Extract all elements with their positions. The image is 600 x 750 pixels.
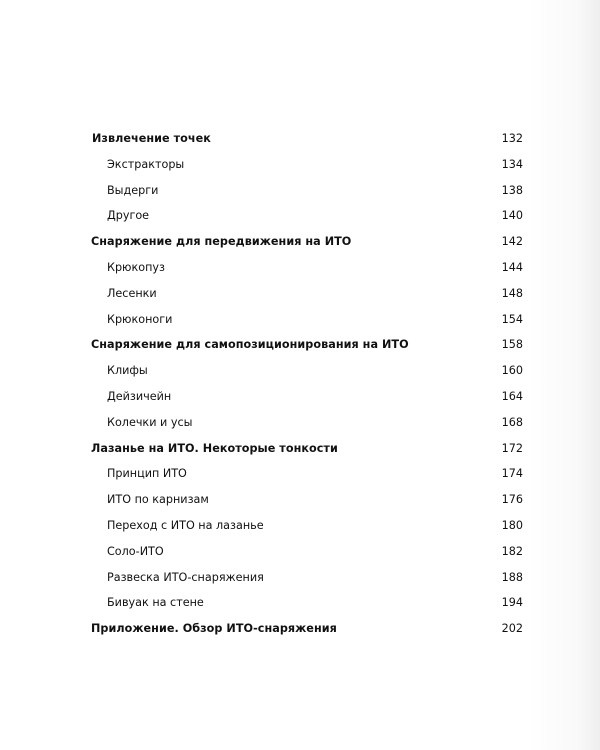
toc-entry-section: [0, 358, 600, 384]
toc-entry-page-number: 138: [501, 183, 523, 197]
toc-entry-chapter: [0, 616, 600, 642]
toc-entry-page-number: 168: [501, 415, 523, 429]
table-of-contents: [0, 126, 600, 642]
toc-entry-section: [0, 178, 600, 204]
toc-entry-title: Дейзичейн: [107, 389, 172, 403]
toc-entry-section: [0, 281, 600, 307]
toc-entry-title: Клифы: [107, 364, 148, 378]
toc-entry-title: Лесенки: [107, 286, 157, 300]
toc-entry-section: [0, 565, 600, 591]
toc-entry-title: Крюконоги: [107, 312, 173, 326]
toc-entry-title: ИТО по карнизам: [107, 493, 209, 507]
toc-entry-title: Приложение. Обзор ИТО-снаряжения: [91, 622, 337, 636]
toc-entry-chapter: [0, 229, 600, 255]
toc-entry-title: Крюкопуз: [107, 260, 165, 274]
toc-entry-page-number: 160: [501, 364, 523, 378]
toc-entry-section: [0, 203, 600, 229]
toc-entry-title: Другое: [107, 209, 150, 223]
toc-entry-page-number: 132: [501, 132, 523, 145]
toc-entry-page-number: 140: [501, 209, 523, 223]
toc-entry-section: [0, 384, 600, 410]
toc-entry-section: [0, 410, 600, 436]
toc-entry-page-number: 134: [501, 157, 523, 171]
toc-entry-page-number: 174: [501, 467, 523, 481]
toc-entry-title: Принцип ИТО: [107, 467, 187, 481]
toc-entry-section: [0, 461, 600, 487]
toc-entry-page-number: 188: [501, 570, 523, 584]
toc-entry-page-number: 172: [501, 441, 523, 455]
toc-entry-page-number: 202: [501, 622, 523, 636]
toc-entry-page-number: 176: [501, 493, 523, 507]
toc-entry-page-number: 144: [501, 260, 523, 274]
toc-entry-section: [0, 307, 600, 333]
toc-entry-title: Развеска ИТО-снаряжения: [107, 570, 264, 584]
toc-entry-page-number: 182: [501, 544, 523, 558]
toc-entry-page-number: 154: [501, 312, 523, 326]
toc-entry-section: [0, 539, 600, 565]
toc-entry-page-number: 180: [501, 518, 523, 532]
toc-entry-title: Снаряжение для самопозиционирования на ИТО: [91, 338, 409, 352]
toc-entry-chapter: [0, 436, 600, 462]
toc-entry-section: [0, 590, 600, 616]
toc-entry-title: Колечки и усы: [107, 415, 193, 429]
toc-entry-section: [0, 487, 600, 513]
toc-entry-title: Извлечение точек: [92, 132, 211, 145]
toc-entry-title: Переход с ИТО на лазанье: [107, 518, 264, 532]
toc-entry-section: [0, 513, 600, 539]
toc-entry-title: Соло-ИТО: [107, 544, 164, 558]
toc-entry-section: [0, 255, 600, 281]
toc-entry-page-number: 148: [501, 286, 523, 300]
toc-entry-page-number: 194: [501, 596, 523, 610]
toc-entry-title: Экстракторы: [107, 157, 185, 171]
toc-entry-chapter: [0, 126, 600, 152]
toc-entry-title: Выдерги: [107, 183, 159, 197]
toc-entry-page-number: 164: [501, 389, 523, 403]
toc-entry-section: [0, 152, 600, 178]
toc-entry-title: Снаряжение для передвижения на ИТО: [91, 235, 352, 249]
toc-entry-page-number: 142: [501, 235, 523, 249]
toc-entry-title: Лазанье на ИТО. Некоторые тонкости: [91, 441, 338, 455]
toc-entry-chapter: [0, 332, 600, 358]
toc-entry-page-number: 158: [501, 338, 523, 352]
toc-entry-title: Бивуак на стене: [107, 596, 204, 610]
